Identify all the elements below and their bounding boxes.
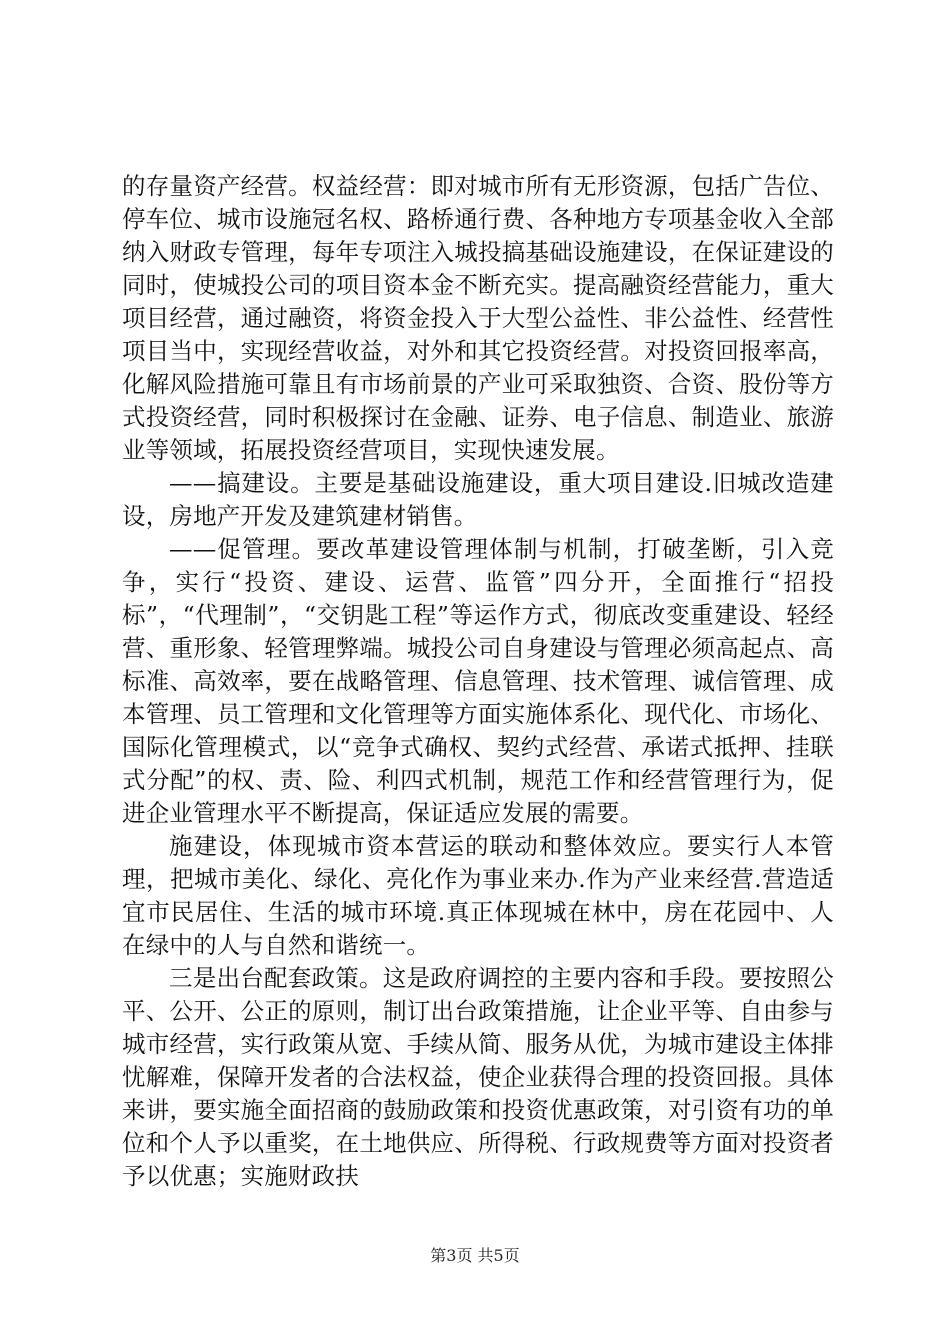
page-number-footer: 第3页 共5页: [430, 1246, 520, 1265]
paragraph-3: ——促管理。要改革建设管理体制与机制，打破垄断，引入竞争，实行“投资、建设、运营、监管”四分开，全面推行“招投标”，“代理制”，“交钥匙工程”等运作方式，彻底改变重建设、轻经营、重形象、轻管理弊端。城投公司自身建设与管理必须高起点、高标准、高效率，要在战略管理、信息管理、技术管理、诚信管理、成本管理、员工管理和文化管理等方面实施体系化、现代化、市场化、国际化管理模式，以“竞争式确权、契约式经营、承诺式抵押、挂联式分配”的权、责、险、利四式机制，规范工作和经营管理行为，促进企业管理水平不断提高，保证适应发展的需要。: [122, 535, 834, 827]
body-text: [122, 170, 834, 1193]
paragraph-5: 三是出台配套政策。这是政府调控的主要内容和手段。要按照公平、公开、公正的原则，制订出台政策措施，让企业平等、自由参与城市经营，实行政策从宽、手续从简、服务从优，为城市建设主体排忧解难，保障开发者的合法权益，使企业获得合理的投资回报。具体来讲，要实施全面招商的鼓励政策和投资优惠政策，对引资有功的单位和个人予以重奖，在土地供应、所得税、行政规费等方面对投资者予以优惠；实施财政扶: [122, 964, 834, 1190]
paragraph-2: ——搞建设。主要是基础设施建设，重大项目建设.旧城改造建设，房地产开发及建筑建材销售。: [122, 469, 834, 530]
paragraph-1: 的存量资产经营。权益经营：即对城市所有无形资源，包括广告位、停车位、城市设施冠名权、路桥通行费、各种地方专项基金收入全部纳入财政专管理，每年专项注入城投搞基础设施建设，在保证建设的同时，使城投公司的项目资本金不断充实。提高融资经营能力，重大项目经营，通过融资，将资金投入于大型公益性、非公益性、经营性项目当中，实现经营收益，对外和其它投资经营。对投资回报率高，化解风险措施可靠且有市场前景的产业可采取独资、合资、股份等方式投资经营，同时积极探讨在金融、证券、电子信息、制造业、旅游业等领域，拓展投资经营项目，实现快速发展。: [122, 172, 834, 464]
paragraph-4: 施建设，体现城市资本营运的联动和整体效应。要实行人本管理，把城市美化、绿化、亮化作为事业来办.作为产业来经营.营造适宜市民居住、生活的城市环境.真正体现城在林中，房在花园中、人在绿中的人与自然和谐统一。: [122, 832, 834, 959]
